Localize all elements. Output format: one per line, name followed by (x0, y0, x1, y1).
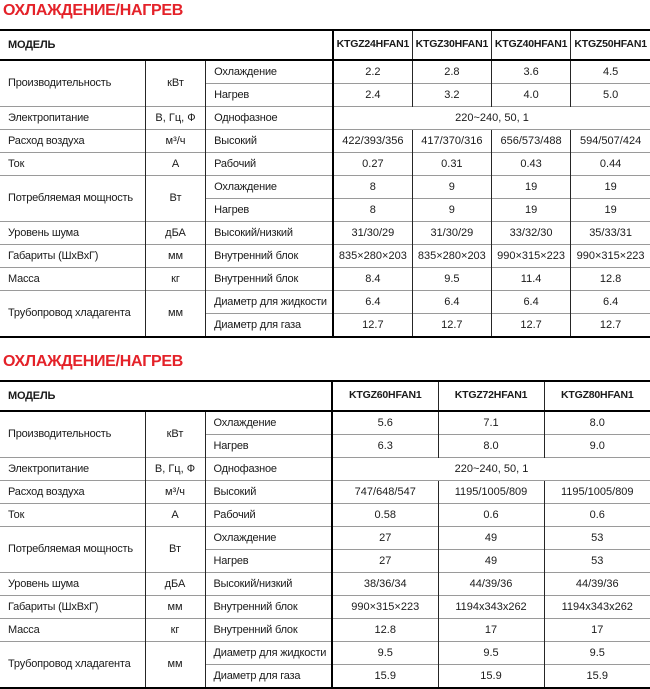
unit-cell: мм (145, 244, 205, 267)
value-cell: 0.44 (571, 152, 650, 175)
value-cell: 15.9 (544, 664, 650, 688)
section-title: ОХЛАЖДЕНИЕ/НАГРЕВ (3, 352, 183, 370)
table-header-row (0, 381, 650, 411)
param-cell: Электропитание (0, 106, 145, 129)
value-cell: 12.8 (332, 618, 438, 641)
value-cell: 1194x343x262 (438, 595, 544, 618)
subparam-cell: Внутренний блок (206, 267, 333, 290)
value-cell: 9.5 (412, 267, 491, 290)
subparam-cell: Однофазное (205, 457, 332, 480)
unit-cell: Вт (145, 526, 205, 572)
value-cell: 8.4 (333, 267, 412, 290)
table-row (0, 221, 650, 244)
param-cell: Электропитание (0, 457, 145, 480)
value-cell: 9.0 (544, 434, 650, 457)
value-cell: 27 (332, 549, 438, 572)
unit-cell: м³/ч (145, 480, 205, 503)
spec-section (0, 354, 650, 689)
value-cell: 9.5 (332, 641, 438, 664)
value-cell: 0.6 (438, 503, 544, 526)
value-cell: 6.4 (333, 290, 412, 313)
subparam-cell: Однофазное (206, 106, 333, 129)
table-row (0, 244, 650, 267)
value-cell: 53 (544, 526, 650, 549)
value-cell: 5.0 (571, 83, 650, 106)
param-cell: Масса (0, 267, 145, 290)
value-cell: 0.27 (333, 152, 412, 175)
table-row (0, 503, 650, 526)
table-row (0, 641, 650, 664)
unit-cell: кВт (145, 411, 205, 458)
param-cell: Потребляемая мощность (0, 175, 145, 221)
subparam-cell: Высокий (206, 129, 333, 152)
value-cell: 31/30/29 (412, 221, 491, 244)
value-cell: 9 (412, 198, 491, 221)
table-row (0, 595, 650, 618)
subparam-cell: Рабочий (206, 152, 333, 175)
param-cell: Расход воздуха (0, 480, 145, 503)
value-cell: 835×280×203 (333, 244, 412, 267)
value-cell: 15.9 (332, 664, 438, 688)
value-cell: 656/573/488 (491, 129, 570, 152)
value-cell: 7.1 (438, 411, 544, 435)
value-cell: 3.2 (412, 83, 491, 106)
table-row (0, 175, 650, 198)
value-cell: 8.0 (438, 434, 544, 457)
unit-cell: дБА (145, 572, 205, 595)
value-cell: 6.4 (412, 290, 491, 313)
value-cell: 12.7 (412, 313, 491, 337)
subparam-cell: Диаметр для жидкости (205, 641, 332, 664)
table-row (0, 618, 650, 641)
value-cell: 1194x343x262 (544, 595, 650, 618)
table-row (0, 106, 650, 129)
value-cell: 0.43 (491, 152, 570, 175)
subparam-cell: Диаметр для газа (206, 313, 333, 337)
model-name-cell: KTGZ60HFAN1 (332, 381, 438, 411)
subparam-cell: Нагрев (206, 198, 333, 221)
value-cell: 2.8 (412, 60, 491, 84)
value-cell: 49 (438, 526, 544, 549)
value-cell: 19 (491, 175, 570, 198)
unit-cell: А (145, 503, 205, 526)
value-cell: 990×315×223 (571, 244, 650, 267)
value-cell: 422/393/356 (333, 129, 412, 152)
param-cell: Производительность (0, 411, 145, 458)
value-cell: 8 (333, 175, 412, 198)
model-header-cell: МОДЕЛЬ (0, 381, 332, 411)
table-row (0, 411, 650, 435)
section-title: ОХЛАЖДЕНИЕ/НАГРЕВ (3, 2, 183, 19)
value-cell: 8 (333, 198, 412, 221)
unit-cell: мм (145, 641, 205, 688)
value-cell: 9.5 (438, 641, 544, 664)
param-cell: Расход воздуха (0, 129, 145, 152)
unit-cell: А (145, 152, 205, 175)
value-cell: 9.5 (544, 641, 650, 664)
value-cell: 4.0 (491, 83, 570, 106)
unit-cell: В, Гц, Ф (145, 106, 205, 129)
value-cell: 0.31 (412, 152, 491, 175)
value-cell: 9 (412, 175, 491, 198)
value-cell: 0.58 (332, 503, 438, 526)
param-cell: Габариты (ШхВхГ) (0, 595, 145, 618)
value-cell: 417/370/316 (412, 129, 491, 152)
table-row (0, 526, 650, 549)
model-header-cell: МОДЕЛЬ (0, 30, 333, 60)
value-cell: 0.6 (544, 503, 650, 526)
param-cell: Уровень шума (0, 572, 145, 595)
unit-cell: мм (145, 595, 205, 618)
value-cell: 49 (438, 549, 544, 572)
unit-cell: кВт (145, 60, 205, 107)
value-cell: 19 (491, 198, 570, 221)
param-cell: Трубопровод хладагента (0, 641, 145, 688)
subparam-cell: Высокий (205, 480, 332, 503)
table-row (0, 290, 650, 313)
table-row (0, 267, 650, 290)
value-cell: 11.4 (491, 267, 570, 290)
unit-cell: Вт (145, 175, 205, 221)
value-cell: 12.8 (571, 267, 650, 290)
value-cell: 6.4 (571, 290, 650, 313)
subparam-cell: Нагрев (205, 549, 332, 572)
model-name-cell: KTGZ40HFAN1 (491, 30, 570, 60)
unit-cell: кг (145, 618, 205, 641)
value-cell: 6.4 (491, 290, 570, 313)
table-row (0, 60, 650, 84)
model-name-cell: KTGZ80HFAN1 (544, 381, 650, 411)
value-cell: 31/30/29 (333, 221, 412, 244)
table-row (0, 480, 650, 503)
value-cell: 17 (438, 618, 544, 641)
subparam-cell: Нагрев (206, 83, 333, 106)
value-cell: 835×280×203 (412, 244, 491, 267)
subparam-cell: Высокий/низкий (206, 221, 333, 244)
subparam-cell: Охлаждение (205, 411, 332, 435)
merged-value-cell: 220~240, 50, 1 (333, 106, 650, 129)
param-cell: Производительность (0, 60, 145, 107)
value-cell: 12.7 (491, 313, 570, 337)
value-cell: 17 (544, 618, 650, 641)
value-cell: 35/33/31 (571, 221, 650, 244)
value-cell: 12.7 (333, 313, 412, 337)
spec-section (0, 3, 650, 338)
param-cell: Уровень шума (0, 221, 145, 244)
param-cell: Ток (0, 503, 145, 526)
value-cell: 2.2 (333, 60, 412, 84)
value-cell: 38/36/34 (332, 572, 438, 595)
subparam-cell: Диаметр для жидкости (206, 290, 333, 313)
table-row (0, 572, 650, 595)
value-cell: 6.3 (332, 434, 438, 457)
subparam-cell: Нагрев (205, 434, 332, 457)
value-cell: 33/32/30 (491, 221, 570, 244)
table-header-row (0, 30, 650, 60)
subparam-cell: Внутренний блок (205, 618, 332, 641)
table-row (0, 152, 650, 175)
spec-table (0, 380, 650, 689)
spec-table (0, 29, 650, 338)
unit-cell: м³/ч (145, 129, 205, 152)
param-cell: Трубопровод хладагента (0, 290, 145, 337)
param-cell: Габариты (ШхВхГ) (0, 244, 145, 267)
value-cell: 12.7 (571, 313, 650, 337)
model-name-cell: KTGZ72HFAN1 (438, 381, 544, 411)
value-cell: 19 (571, 198, 650, 221)
value-cell: 8.0 (544, 411, 650, 435)
subparam-cell: Охлаждение (205, 526, 332, 549)
model-name-cell: KTGZ24HFAN1 (333, 30, 412, 60)
subparam-cell: Охлаждение (206, 175, 333, 198)
value-cell: 53 (544, 549, 650, 572)
model-name-cell: KTGZ50HFAN1 (571, 30, 650, 60)
table-row (0, 457, 650, 480)
value-cell: 2.4 (333, 83, 412, 106)
value-cell: 44/39/36 (544, 572, 650, 595)
subparam-cell: Рабочий (205, 503, 332, 526)
unit-cell: дБА (145, 221, 205, 244)
value-cell: 1195/1005/809 (438, 480, 544, 503)
subparam-cell: Высокий/низкий (205, 572, 332, 595)
value-cell: 15.9 (438, 664, 544, 688)
value-cell: 3.6 (491, 60, 570, 84)
value-cell: 19 (571, 175, 650, 198)
model-name-cell: KTGZ30HFAN1 (412, 30, 491, 60)
subparam-cell: Диаметр для газа (205, 664, 332, 688)
merged-value-cell: 220~240, 50, 1 (332, 457, 650, 480)
param-cell: Потребляемая мощность (0, 526, 145, 572)
unit-cell: В, Гц, Ф (145, 457, 205, 480)
value-cell: 594/507/424 (571, 129, 650, 152)
value-cell: 5.6 (332, 411, 438, 435)
param-cell: Ток (0, 152, 145, 175)
value-cell: 44/39/36 (438, 572, 544, 595)
value-cell: 747/648/547 (332, 480, 438, 503)
value-cell: 4.5 (571, 60, 650, 84)
subparam-cell: Охлаждение (206, 60, 333, 84)
param-cell: Масса (0, 618, 145, 641)
value-cell: 990×315×223 (332, 595, 438, 618)
value-cell: 990×315×223 (491, 244, 570, 267)
subparam-cell: Внутренний блок (206, 244, 333, 267)
unit-cell: мм (145, 290, 205, 337)
value-cell: 1195/1005/809 (544, 480, 650, 503)
value-cell: 27 (332, 526, 438, 549)
table-row (0, 129, 650, 152)
unit-cell: кг (145, 267, 205, 290)
subparam-cell: Внутренний блок (205, 595, 332, 618)
